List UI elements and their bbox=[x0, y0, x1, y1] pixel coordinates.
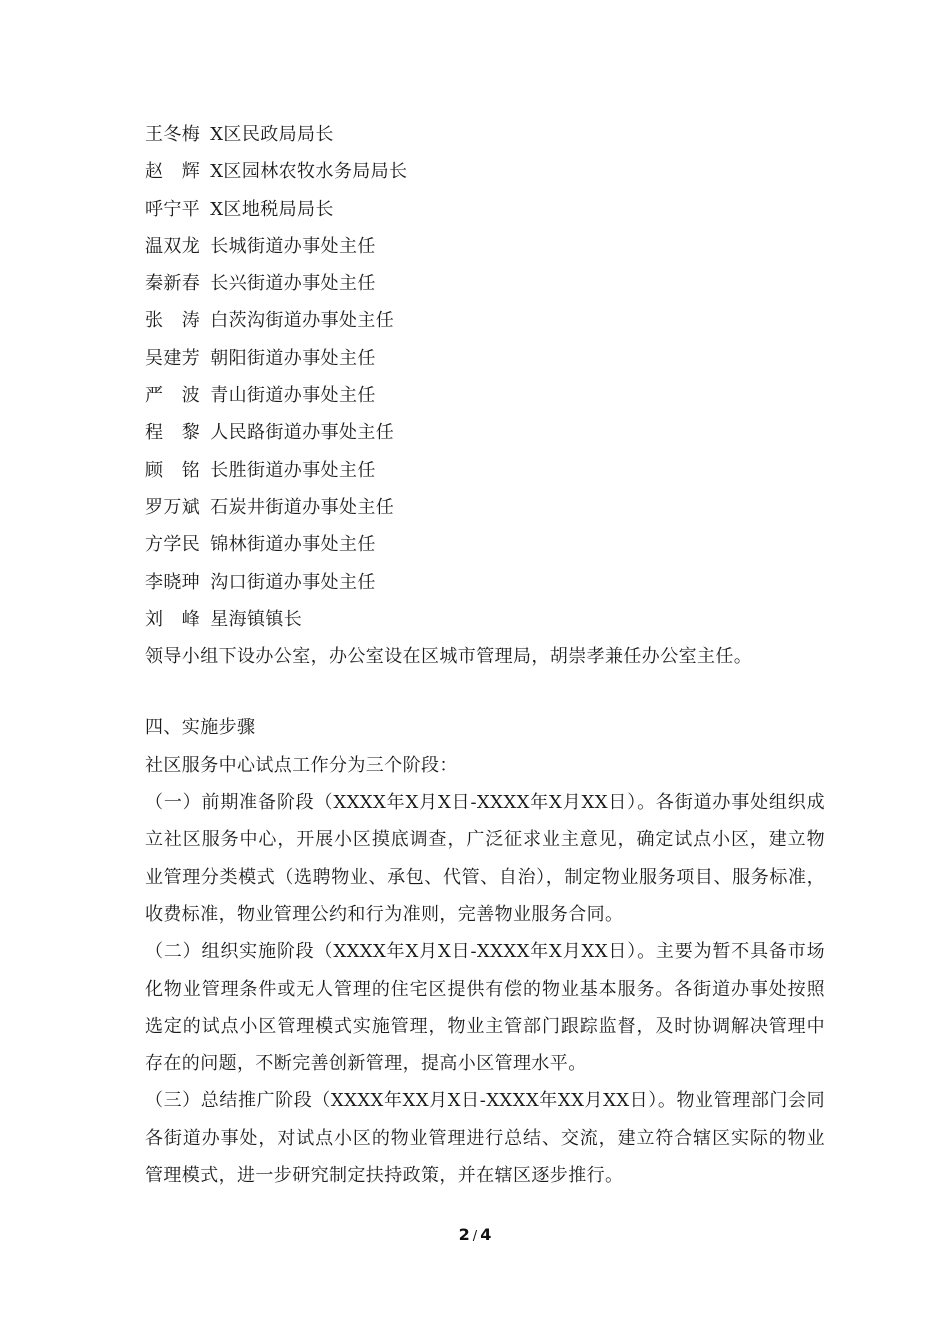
member-name: 张 涛 bbox=[145, 310, 201, 332]
member-title: 石炭井街道办事处主任 bbox=[210, 496, 395, 518]
section-heading: 四、实施步骤 bbox=[145, 717, 256, 739]
stage-paragraph-3: （三）总结推广阶段（XXXX年XX月X日-XXXX年XX月XX日）。物业管理部门会同各街道办事处，对试点小区的物业管理进行总结、交流，建立符合辖区实际的物业管理模式，进一步研究制定扶持政策，并在辖区逐步推行。 bbox=[145, 1090, 825, 1187]
member-name: 刘 峰 bbox=[145, 608, 201, 630]
document-page bbox=[145, 116, 825, 1194]
member-line bbox=[145, 526, 825, 563]
member-name: 严 波 bbox=[145, 385, 201, 407]
member-list bbox=[145, 116, 825, 638]
member-line bbox=[145, 452, 825, 489]
member-name: 李晓珅 bbox=[145, 571, 201, 593]
member-name: 秦新春 bbox=[145, 273, 201, 295]
member-title: 朝阳街道办事处主任 bbox=[210, 347, 376, 369]
member-name: 方学民 bbox=[145, 534, 201, 556]
stage-paragraph-1: （一）前期准备阶段（XXXX年X月X日-XXXX年X月XX日）。各街道办事处组织成立社区服务中心，开展小区摸底调查，广泛征求业主意见，确定试点小区，建立物业管理分类模式（选聘物业、承包、代管、自治），制定物业服务项目、服务标准，收费标准，物业管理公约和行为准则，完善物业服务合同。 bbox=[145, 792, 825, 925]
section-intro: 社区服务中心试点工作分为三个阶段： bbox=[145, 754, 458, 776]
page-number bbox=[0, 1225, 950, 1244]
member-line bbox=[145, 265, 825, 302]
member-title: 长兴街道办事处主任 bbox=[210, 273, 376, 295]
member-title: 白茨沟街道办事处主任 bbox=[210, 310, 395, 332]
member-line bbox=[145, 377, 825, 414]
member-line bbox=[145, 489, 825, 526]
member-title: 青山街道办事处主任 bbox=[210, 385, 376, 407]
member-title: 人民路街道办事处主任 bbox=[210, 422, 395, 444]
member-line bbox=[145, 414, 825, 451]
member-name: 罗万斌 bbox=[145, 496, 201, 518]
page-separator: / bbox=[472, 1229, 478, 1244]
member-title: 星海镇镇长 bbox=[210, 608, 303, 630]
member-title: 长城街道办事处主任 bbox=[210, 235, 376, 257]
member-title: X区园林农牧水务局局长 bbox=[210, 161, 408, 183]
member-name: 王冬梅 bbox=[145, 124, 201, 145]
member-title: X区地税局局长 bbox=[210, 198, 334, 220]
member-line bbox=[145, 153, 825, 190]
page-current: 2 bbox=[458, 1225, 470, 1244]
member-name: 赵 辉 bbox=[145, 161, 201, 183]
member-name: 程 黎 bbox=[145, 422, 201, 444]
office-note: 领导小组下设办公室，办公室设在区城市管理局，胡崇孝兼任办公室主任。 bbox=[145, 646, 753, 668]
member-line bbox=[145, 116, 825, 153]
stage-paragraph-2: （二）组织实施阶段（XXXX年X月X日-XXXX年X月XX日）。主要为暂不具备市场化物业管理条件或无人管理的住宅区提供有偿的物业基本服务。各街道办事处按照选定的试点小区管理模式实施管理，物业主管部门跟踪监督，及时协调解决管理中存在的问题，不断完善创新管理，提高小区管理水平。 bbox=[145, 941, 825, 1075]
member-title: 长胜街道办事处主任 bbox=[210, 459, 376, 481]
member-line bbox=[145, 191, 825, 228]
member-title: X区民政局局长 bbox=[210, 124, 334, 145]
member-name: 吴建芳 bbox=[145, 347, 201, 369]
member-line bbox=[145, 228, 825, 265]
member-line bbox=[145, 601, 825, 638]
member-title: 沟口街道办事处主任 bbox=[210, 571, 376, 593]
member-name: 顾 铭 bbox=[145, 459, 201, 481]
paragraph-gap bbox=[145, 675, 825, 709]
member-title: 锦林街道办事处主任 bbox=[210, 534, 376, 556]
member-name: 呼宁平 bbox=[145, 198, 201, 220]
page-total: 4 bbox=[480, 1225, 492, 1244]
member-line bbox=[145, 340, 825, 377]
member-name: 温双龙 bbox=[145, 235, 201, 257]
member-line bbox=[145, 564, 825, 601]
member-line bbox=[145, 302, 825, 339]
